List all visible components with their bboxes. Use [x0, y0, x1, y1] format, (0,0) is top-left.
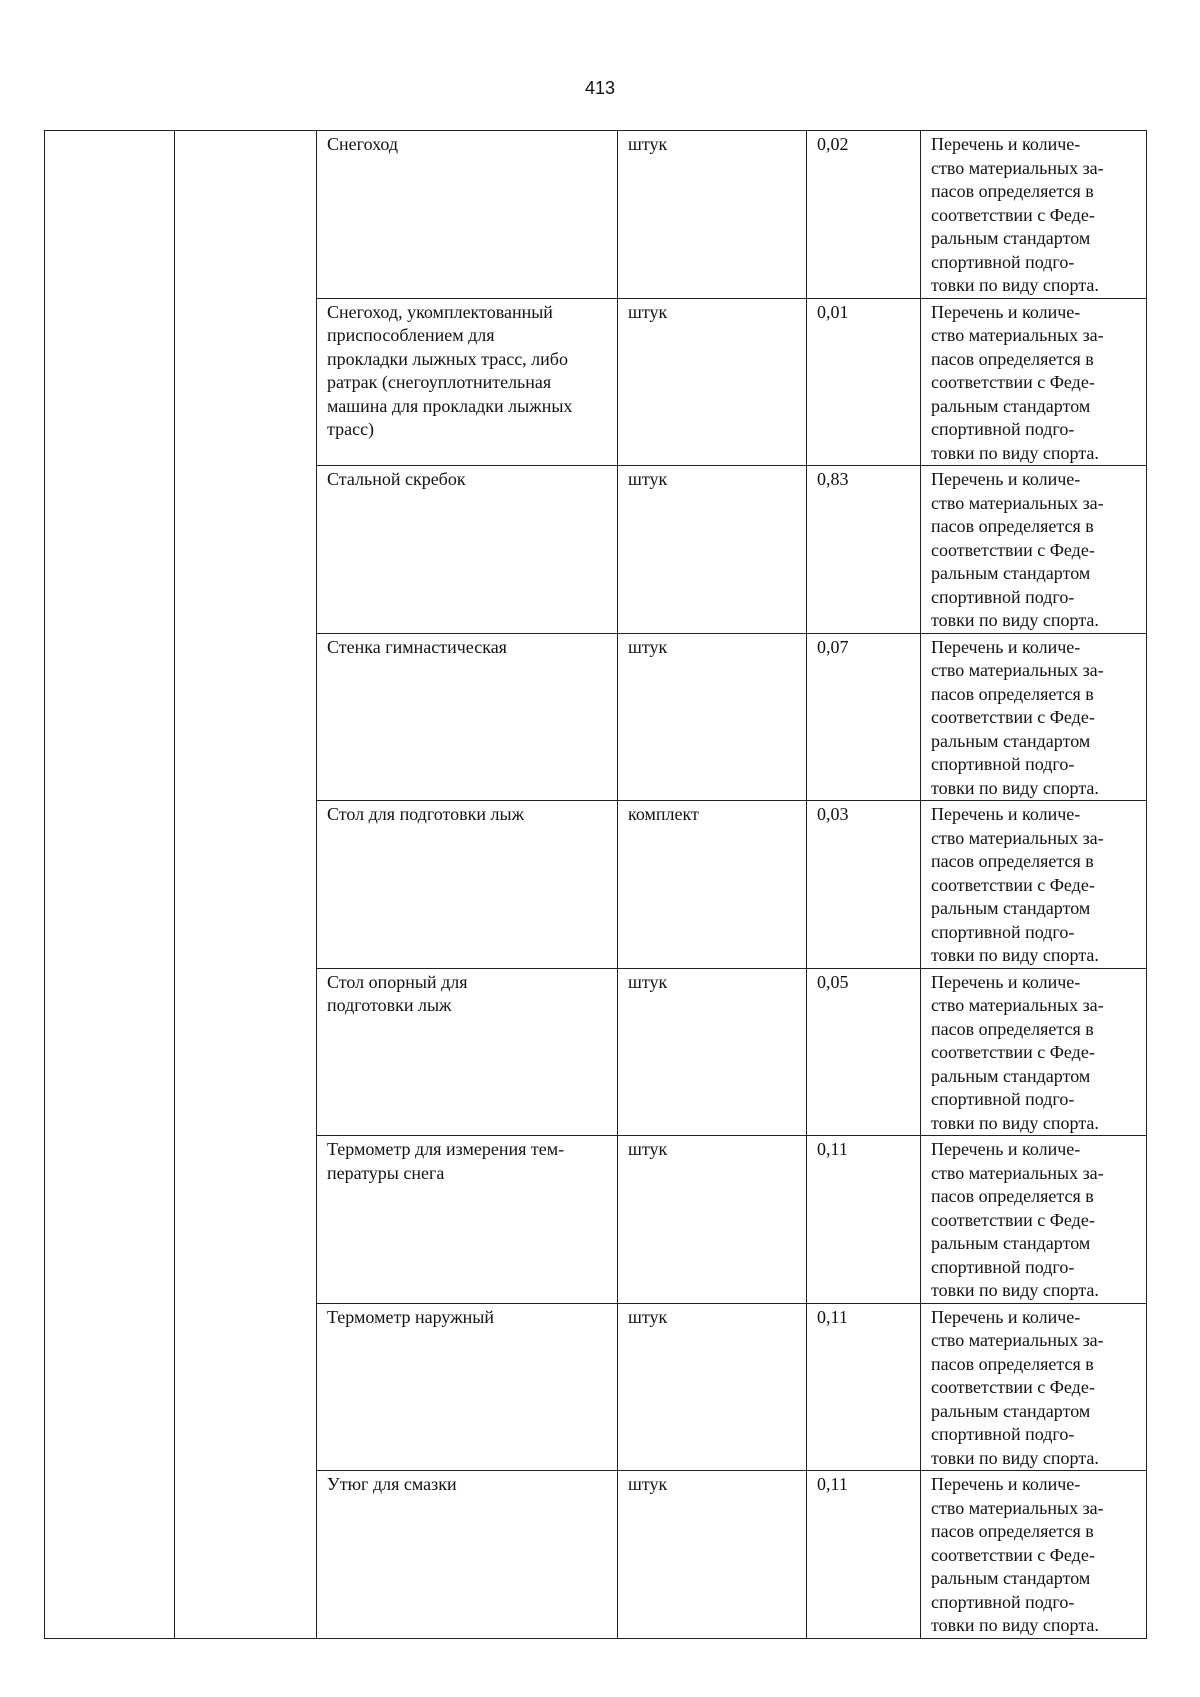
unit-cell — [618, 131, 807, 299]
unit: штук — [628, 1306, 668, 1327]
note-cell — [921, 968, 1147, 1136]
item-name: Стол для подготовки лыж — [327, 804, 525, 824]
note: Перечень и количе- ство материальных за- пасов определяется в соответствии с Феде- ральным стандартом спортивной подго- товки по виду спорта. — [931, 1306, 1104, 1468]
unit-cell — [618, 1471, 807, 1639]
note-cell — [921, 131, 1147, 299]
item-name: Снегоход, укомплектованный приспособлением для прокладки лыжных трасс, либо ратрак (снегоуплотнительная машина для прокладки лыжных трасс) — [327, 301, 573, 439]
quantity: 0,05 — [817, 971, 849, 992]
item-name: Стальной скребок — [327, 469, 466, 489]
note-cell — [921, 1136, 1147, 1304]
unit: штук — [628, 301, 668, 322]
quantity-cell — [807, 466, 921, 634]
note-cell — [921, 298, 1147, 466]
note-cell — [921, 1471, 1147, 1639]
item-name-cell — [317, 466, 618, 634]
unit: штук — [628, 971, 668, 992]
item-name-cell — [317, 298, 618, 466]
table-body — [45, 131, 1147, 1639]
note-cell — [921, 466, 1147, 634]
note: Перечень и количе- ство материальных за- пасов определяется в соответствии с Феде- ральным стандартом спортивной подго- товки по виду спорта. — [931, 636, 1104, 798]
item-name: Снегоход — [327, 134, 399, 154]
quantity: 0,01 — [817, 301, 849, 322]
unit-cell — [618, 633, 807, 801]
unit-cell — [618, 466, 807, 634]
unit: штук — [628, 1474, 668, 1494]
item-name-cell — [317, 1136, 618, 1304]
item-name: Стол опорный для подготовки лыж — [327, 971, 468, 1015]
item-name: Термометр наружный — [327, 1306, 494, 1327]
unit-cell — [618, 298, 807, 466]
quantity-cell — [807, 1136, 921, 1304]
unit: комплект — [628, 804, 699, 824]
merged-cell-number — [45, 131, 175, 1639]
quantity: 0,07 — [817, 636, 849, 657]
note-cell — [921, 633, 1147, 801]
unit: штук — [628, 636, 668, 657]
unit-cell — [618, 968, 807, 1136]
merged-cell-category — [175, 131, 317, 1639]
quantity: 0,03 — [817, 804, 849, 824]
unit-cell — [618, 801, 807, 969]
quantity-cell — [807, 131, 921, 299]
item-name-cell — [317, 968, 618, 1136]
item-name-cell — [317, 1471, 618, 1639]
item-name-cell — [317, 801, 618, 969]
unit: штук — [628, 469, 668, 489]
unit-cell — [618, 1136, 807, 1304]
item-name-cell — [317, 1303, 618, 1471]
page-number: 413 — [584, 78, 616, 98]
item-name: Стенка гимнастическая — [327, 636, 507, 657]
note: Перечень и количе- ство материальных за- пасов определяется в соответствии с Феде- ральным стандартом спортивной подго- товки по виду спорта. — [931, 971, 1104, 1133]
note: Перечень и количе- ство материальных за- пасов определяется в соответствии с Феде- ральным стандартом спортивной подго- товки по виду спорта. — [931, 804, 1104, 965]
equipment-table — [44, 130, 1147, 1639]
quantity: 0,11 — [817, 1139, 848, 1159]
item-name: Утюг для смазки — [327, 1474, 457, 1494]
note: Перечень и количе- ство материальных за- пасов определяется в соответствии с Феде- ральным стандартом спортивной подго- товки по виду спорта. — [931, 469, 1104, 630]
note: Перечень и количе- ство материальных за- пасов определяется в соответствии с Феде- ральным стандартом спортивной подго- товки по виду спорта. — [931, 134, 1104, 295]
quantity: 0,11 — [817, 1474, 848, 1494]
item-name: Термометр для измерения тем- пературы снега — [327, 1139, 565, 1183]
quantity-cell — [807, 298, 921, 466]
unit: штук — [628, 134, 668, 154]
quantity: 0,83 — [817, 469, 849, 489]
unit: штук — [628, 1139, 668, 1159]
note: Перечень и количе- ство материальных за- пасов определяется в соответствии с Феде- ральным стандартом спортивной подго- товки по виду спорта. — [931, 1139, 1104, 1300]
quantity: 0,02 — [817, 134, 849, 154]
item-name-cell — [317, 131, 618, 299]
quantity-cell — [807, 968, 921, 1136]
note: Перечень и количе- ство материальных за- пасов определяется в соответствии с Феде- ральным стандартом спортивной подго- товки по виду спорта. — [931, 1474, 1104, 1635]
quantity-cell — [807, 801, 921, 969]
note-cell — [921, 1303, 1147, 1471]
item-name-cell — [317, 633, 618, 801]
table-row — [45, 131, 1147, 299]
quantity-cell — [807, 1471, 921, 1639]
quantity-cell — [807, 633, 921, 801]
quantity-cell — [807, 1303, 921, 1471]
note: Перечень и количе- ство материальных за- пасов определяется в соответствии с Феде- ральным стандартом спортивной подго- товки по виду спорта. — [931, 301, 1104, 463]
quantity: 0,11 — [817, 1306, 848, 1327]
unit-cell — [618, 1303, 807, 1471]
note-cell — [921, 801, 1147, 969]
